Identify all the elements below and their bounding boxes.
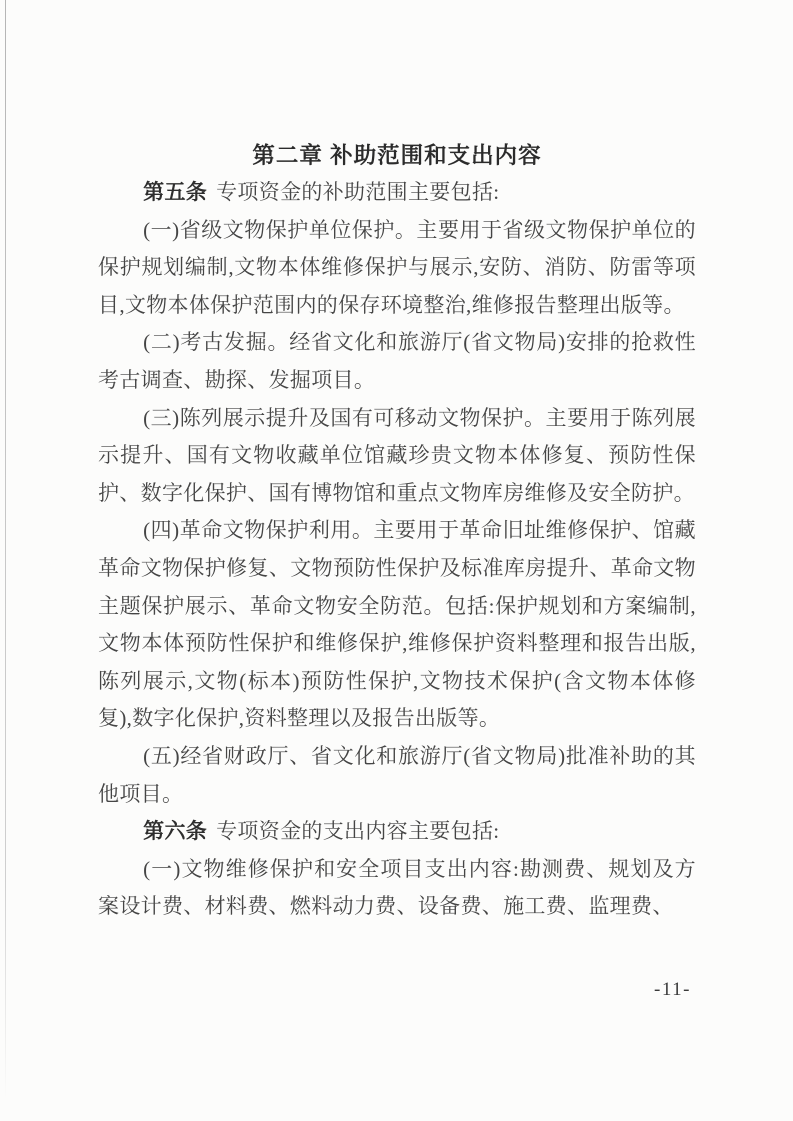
paragraph: (四)革命文物保护利用。主要用于革命旧址维修保护、馆藏革命文物保护修复、文物预防性保护及标准库房提升、革命文物主题保护展示、革命文物安全防范。包括:保护规划和方案编制,文物本体预防性保护和维修保护,维修保护资料整理和报告出版,陈列展示,文物(标本)预防性保护,文物技术保护(含文物本体修复),数字化保护,资料整理以及报告出版等。	[98, 518, 696, 731]
document-content	[98, 138, 696, 926]
article-number: 第六条	[143, 820, 208, 844]
page-number: -11-	[654, 979, 691, 1000]
paragraph: (一)省级文物保护单位保护。主要用于省级文物保护单位的保护规划编制,文物本体维修保护与展示,安防、消防、防雷等项目,文物本体保护范围内的保存环境整治,维修报告整理出版等。	[98, 217, 696, 317]
paragraph: (一)文物维修保护和安全项目支出内容:勘测费、规划及方案设计费、材料费、燃料动力费、设备费、施工费、监理费、	[98, 856, 696, 919]
paragraph: (五)经省财政厅、省文化和旅游厅(省文物局)批准补助的其他项目。	[98, 743, 696, 806]
article-number: 第五条	[143, 181, 208, 204]
document-body	[98, 174, 696, 926]
paragraph: 第五条 专项资金的补助范围主要包括:	[143, 180, 500, 204]
paragraph: 第六条 专项资金的支出内容主要包括:	[143, 819, 500, 844]
paragraph: (三)陈列展示提升及国有可移动文物保护。主要用于陈列展示提升、国有文物收藏单位馆藏珍贵文物本体修复、预防性保护、数字化保护、国有博物馆和重点文物库房维修及安全防护。	[98, 405, 696, 505]
paragraph: (二)考古发掘。经省文化和旅游厅(省文物局)安排的抢救性考古调查、勘探、发掘项目。	[98, 330, 696, 392]
chapter-heading: 第二章 补助范围和支出内容	[252, 143, 542, 168]
scanner-edge-artifact	[5, 0, 6, 1100]
